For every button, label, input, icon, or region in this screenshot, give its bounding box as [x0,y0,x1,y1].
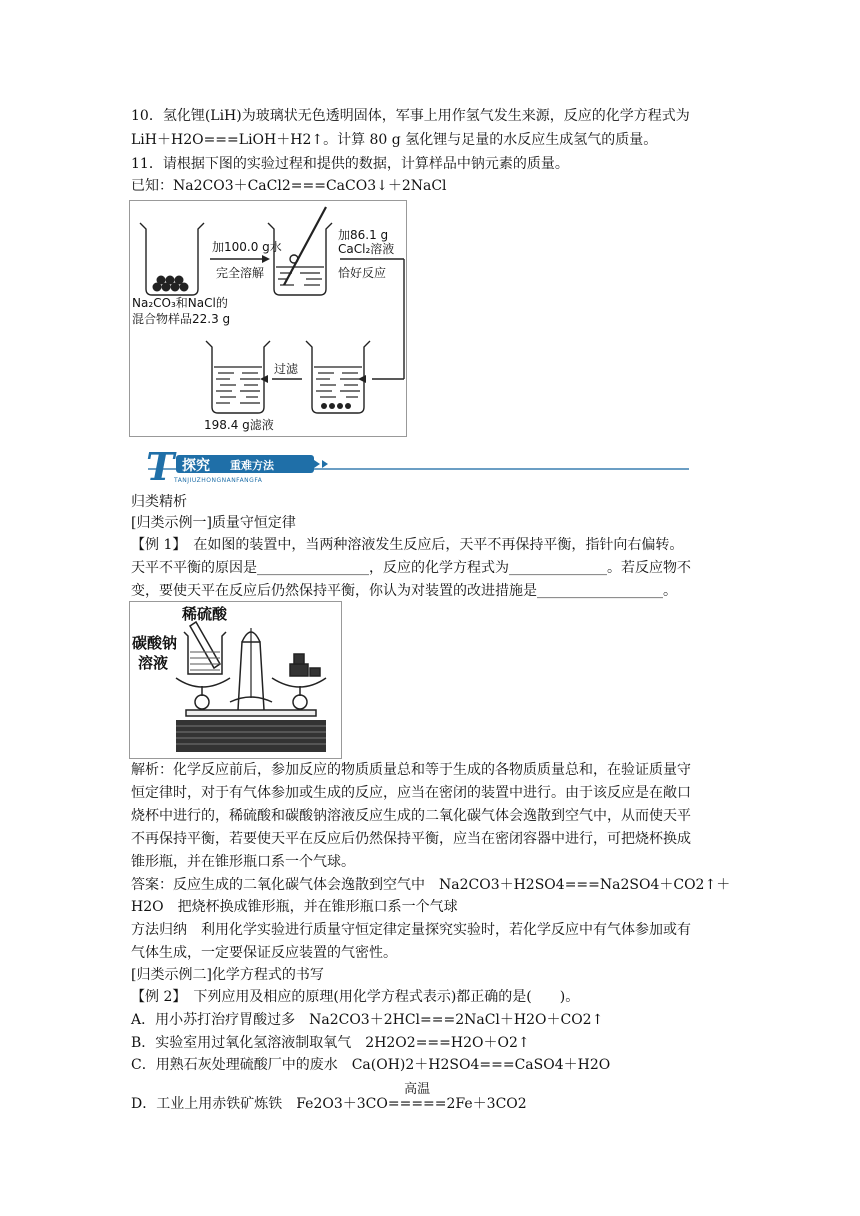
analysis-line4: 不再保持平衡，若要使天平在反应后仍然保持平衡，应当在密闭容器中进行，可把烧杯换成 [131,831,691,847]
banner-pinyin: TANJIUZHONGNANFANGFA [174,477,263,484]
example2-title: [归类示例二]化学方程式的书写 [131,967,324,983]
analysis-line3: 烧杯中进行的，稀硫酸和碳酸钠溶液反应生成的二氧化碳气体会逸散到空气中，从而使天平 [131,808,691,824]
option-a: A．用小苏打治疗胃酸过多 Na2CO3＋2HCl===2NaCl＋H2O＋CO2↑ [131,1012,604,1028]
banner-subtitle: 重难方法 [230,459,274,472]
banner-title: 探究 [182,458,210,474]
option-d-products: 2Fe＋3CO2 [446,1096,527,1112]
reaction-condition-arrow [387,1082,447,1114]
step2-label-top: 加86.1 g [338,228,389,242]
analysis-line5: 锥形瓶，并在锥形瓶口系一个气球。 [131,854,355,870]
option-d-text: D．工业上用赤铁矿炼铁 Fe2O3＋3CO [131,1096,388,1112]
option-d [131,1082,527,1114]
reaction-condition-label: 高温 [404,1082,431,1097]
ex1-line3: 变，要使天平在反应后仍然保持平衡，你认为对装置的改进措施是__________________。 [131,583,677,599]
q10-line2: LiH＋H2O===LiOH＋H2↑。计算 80 g 氢化锂与足量的水反应生成氢气的质量。 [131,132,658,148]
filter-label: 过滤 [274,362,299,376]
step2-label-mid: CaCl₂溶液 [338,242,395,256]
section-heading: 归类精析 [131,494,187,510]
ex1-line2: 天平不平衡的原因是________________，反应的化学方程式为______________。若反应物不 [131,560,691,576]
q10-line1: 10．氢化锂(LiH)为玻璃状无色透明固体，军事上用作氢气发生来源，反应的化学方程式为 [131,108,690,124]
filtrate-label: 198.4 g滤液 [204,418,274,432]
ex2-stem: 【例 2】 下列应用及相应的原理(用化学方程式表示)都正确的是( )。 [131,989,580,1005]
equals-arrow: ===== [387,1096,447,1112]
section-banner [146,447,691,485]
beaker-3 [206,341,270,413]
ex1-line1: 【例 1】 在如图的装置中，当两种溶液发生反应后，天平不再保持平衡，指针向右偏转。 [131,537,684,553]
analysis-line1: 解析：化学反应前后，参加反应的物质质量总和等于生成的各物质质量总和，在验证质量守 [131,762,691,778]
answer-line2: H2O 把烧杯换成锥形瓶，并在锥形瓶口系一个气球 [131,899,458,915]
method-line1: 方法归纳 利用化学实验进行质量守恒定律定量探究实验时，若化学反应中有气体参加或有 [131,922,691,938]
analysis-line2: 恒定律时，对于有气体参加或生成的反应，应当在密闭的装置中进行。由于该反应是在敞口 [131,785,691,801]
sample-label-line2: 混合物样品22.3 g [132,312,231,326]
q11-known-equation: 已知：Na2CO3＋CaCl2===CaCO3↓＋2NaCl [131,178,447,194]
step2-label-bottom: 恰好反应 [338,266,387,280]
option-b: B．实验室用过氧化氢溶液制取氧气 2H2O2===H2O＋O2↑ [131,1035,530,1051]
option-c: C．用熟石灰处理硫酸厂中的废水 Ca(OH)2＋H2SO4===CaSO4＋H2O [131,1057,611,1073]
sample-label-line1: Na₂CO₃和NaCl的 [132,296,228,310]
balance-apparatus-figure [129,601,342,759]
beaker-4 [306,341,370,413]
label-sodium-carbonate-l2: 溶液 [138,654,169,672]
label-sodium-carbonate-l1: 碳酸钠 [132,634,178,652]
answer-line1: 答案：反应生成的二氧化碳气体会逸散到空气中 Na2CO3＋H2SO4===Na2SO4＋CO2↑＋ [131,877,731,893]
step1-label-bottom: 完全溶解 [216,266,265,280]
experiment-process-figure [129,200,407,437]
q11-line1: 11．请根据下图的实验过程和提供的数据，计算样品中钠元素的质量。 [131,156,569,172]
method-line2: 气体生成，一定要保证反应装置的气密性。 [131,945,397,961]
step1-label-top: 加100.0 g水 [212,240,282,254]
label-dilute-sulfuric-acid: 稀硫酸 [182,605,228,623]
beaker-2 [268,223,332,295]
example1-title: [归类示例一]质量守恒定律 [131,515,296,531]
banner-letter: T [146,447,175,485]
